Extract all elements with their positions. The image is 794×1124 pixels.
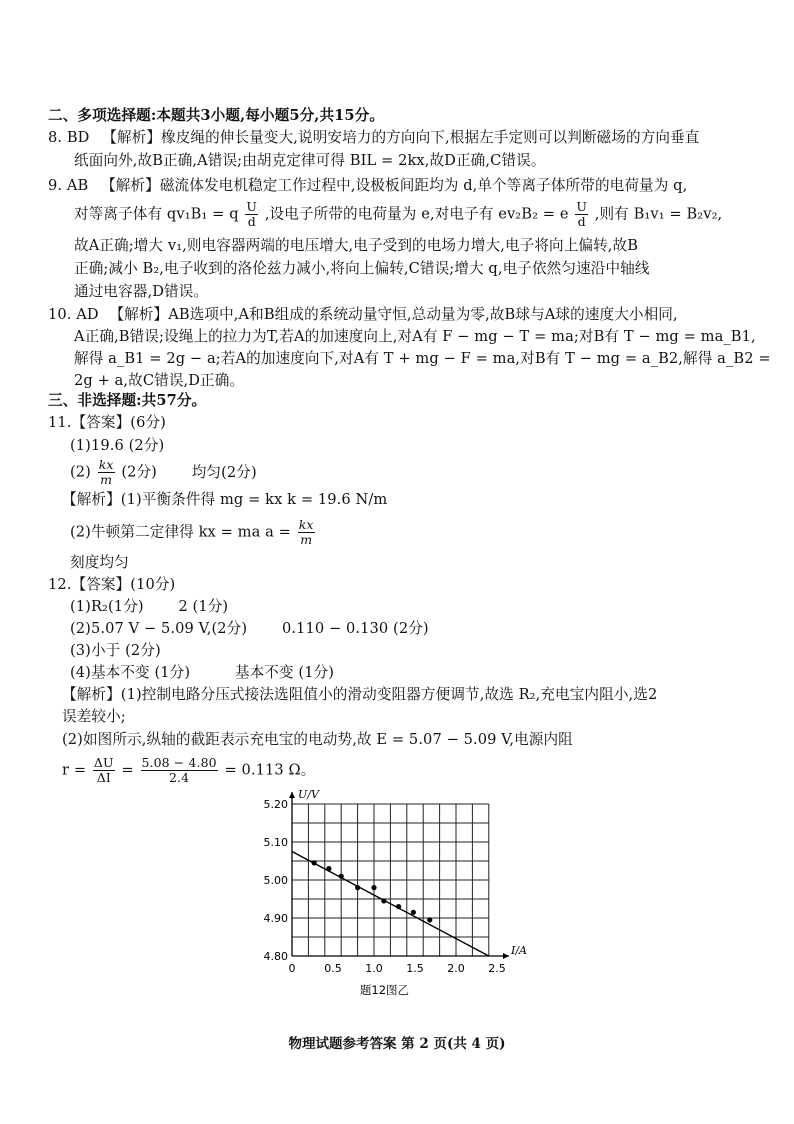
- q11-sol2-frac-num: kx: [298, 517, 314, 532]
- q11-head: 11.【答案】(6分): [48, 414, 166, 431]
- q9-fraction-1: [245, 200, 258, 229]
- y-tick-label: 5.10: [263, 836, 288, 849]
- q11-answer1: (1)19.6 (2分): [70, 437, 165, 454]
- q9-text1: 磁流体发电机稳定工作过程中,设极板间距均为 d,单个等离子体所带的电荷量为 q,: [159, 177, 688, 194]
- data-point: [411, 910, 416, 915]
- q9-line5: 通过电容器,D错误。: [74, 283, 209, 300]
- q12-answer1: [70, 597, 228, 617]
- q9-line2: [74, 200, 722, 229]
- data-point: [312, 860, 317, 865]
- data-point: [396, 904, 401, 909]
- q11-sol2-fraction: [298, 518, 315, 547]
- data-point: [355, 885, 360, 890]
- data-point: [381, 898, 386, 903]
- q9-frac2-den: d: [577, 214, 586, 229]
- y-tick-label: 4.80: [263, 950, 288, 963]
- page-footer: 物理试题参考答案 第 2 页(共 4 页): [288, 1036, 506, 1052]
- q11-a2-b: 均匀(2分): [191, 463, 257, 481]
- q10-line3: 解得 a_B1 = 2g − a;若A的加速度向下,对A有 T + mg − F = ma,对B有 T − mg = a_B2,解得 a_B2 =: [74, 350, 771, 367]
- q11-sol1-text: (1)平衡条件得 mg = kx k = 19.6 N/m: [120, 491, 388, 508]
- q12-a1a: (1)R₂(1分): [70, 598, 144, 615]
- x-tick-label: 0.5: [324, 962, 342, 975]
- q12-answer3: (3)小于 (2分): [70, 642, 161, 659]
- y-axis-arrow-icon: [289, 792, 295, 798]
- q9-line4: 正确;减小 B₂,电子收到的洛伦兹力减小,将向上偏转,C错误;增大 q,电子依然匀速沿中轴线: [74, 260, 650, 277]
- q12-sol1-text: (1)控制电路分压式接法选阻值小的滑动变阻器方便调节,故选 R₂,充电宝内阻小,选2: [120, 686, 658, 703]
- q9-number: 9. AB: [48, 177, 89, 194]
- q11-sol2-pre: (2)牛顿第二定律得 kx = ma a =: [70, 523, 291, 541]
- y-axis-label: U/V: [298, 788, 319, 801]
- q12-solution2: 误差较小;: [62, 708, 126, 725]
- q9-text2c: ,则有 B₁v₁ = B₂v₂,: [594, 205, 723, 223]
- q11-a2-frac-den: m: [100, 472, 113, 487]
- q9-line1: [48, 176, 687, 196]
- x-tick-label: 1.5: [406, 962, 424, 975]
- q9-frac1-num: U: [246, 199, 258, 214]
- q9-frac2-num: U: [576, 199, 587, 214]
- data-point: [371, 885, 376, 890]
- q11-a2-post: (2分): [121, 463, 157, 481]
- x-tick-label: 0: [288, 962, 296, 975]
- x-tick-label: 2.0: [447, 962, 465, 975]
- q12-sol4-eq: =: [121, 761, 134, 779]
- x-tick-label: 2.5: [488, 962, 506, 975]
- q12-frac1-den: ΔI: [96, 770, 111, 785]
- q12-answer4: [70, 663, 334, 683]
- q12-a2a: (2)5.07 V − 5.09 V,(2分): [70, 620, 248, 637]
- q12-frac2-num: 5.08 − 4.80: [141, 755, 217, 770]
- section3-heading: 三、非选择题:共57分。: [48, 392, 207, 409]
- ui-graph: [250, 786, 540, 1016]
- q12-sol4-pre: r =: [62, 761, 87, 779]
- section2-heading: 二、多项选择题:本题共3小题,每小题5分,共15分。: [48, 107, 385, 124]
- data-point: [427, 917, 432, 922]
- q12-solution3: (2)如图所示,纵轴的截距表示充电宝的电动势,故 E = 5.07 − 5.09 V,电源内阻: [62, 731, 573, 748]
- q12-solution1: [62, 685, 657, 705]
- q11-sol2-frac-den: m: [300, 532, 313, 547]
- q8-number: 8. BD: [48, 129, 90, 146]
- q11-answer2: [70, 458, 257, 487]
- q9-text2b: ,设电子所带的电荷量为 e,对电子有 ev₂B₂ = e: [264, 205, 569, 223]
- q12-solution4: [62, 756, 315, 785]
- q12-sol4-post: = 0.113 Ω。: [224, 761, 316, 779]
- x-axis-label: I/A: [511, 944, 527, 957]
- q9-line3: 故A正确;增大 v₁,则电容器两端的电压增大,电子受到的电场力增大,电子将向上偏转,故B: [74, 237, 639, 254]
- q12-fraction-delta: [93, 756, 115, 785]
- q12-a4b: 基本不变 (1分): [234, 664, 335, 681]
- graph-caption: 题12图乙: [359, 983, 410, 997]
- q8-text1: 橡皮绳的伸长量变大,说明安培力的方向向下,根据左手定则可以判断磁场的方向垂直: [161, 129, 700, 146]
- q11-a2-frac-num: kx: [98, 457, 114, 472]
- q11-a2-fraction: [98, 458, 115, 487]
- q12-a1b: 2 (1分): [178, 598, 229, 615]
- y-tick-label: 5.00: [263, 874, 288, 887]
- q9-tag: 【解析】: [101, 177, 160, 194]
- q11-solution3: 刻度均匀: [70, 554, 129, 571]
- q8-tag: 【解析】: [102, 129, 162, 146]
- data-point: [326, 866, 331, 871]
- q9-frac1-den: d: [247, 214, 256, 229]
- q11-sol-tag: 【解析】: [62, 491, 121, 508]
- q12-fraction-values: [141, 756, 218, 785]
- q12-sol-tag: 【解析】: [62, 686, 121, 703]
- q12-a2b: 0.110 − 0.130 (2分): [281, 620, 429, 637]
- y-tick-label: 4.90: [263, 912, 288, 925]
- q11-solution2: [70, 518, 317, 547]
- q11-a2-pre: (2): [70, 463, 91, 481]
- q10-line1: [48, 305, 678, 325]
- q11-solution1: [62, 490, 387, 510]
- q9-fraction-2: [575, 200, 588, 229]
- x-axis-arrow-icon: [503, 953, 509, 959]
- y-tick-label: 5.20: [263, 798, 288, 811]
- q9-text2a: 对等离子体有 qv₁B₁ = q: [74, 205, 239, 223]
- q12-head: 12.【答案】(10分): [48, 576, 176, 593]
- q10-line4: 2g + a,故C错误,D正确。: [74, 372, 245, 389]
- q10-line2: A正确,B错误;设绳上的拉力为T,若A的加速度向上,对A有 F − mg − T = ma;对B有 T − mg = ma_B1,: [74, 328, 756, 345]
- x-tick-label: 1.0: [365, 962, 383, 975]
- q10-tag: 【解析】: [109, 306, 169, 323]
- q8-line2: 纸面向外,故B正确,A错误;由胡克定律可得 BIL = 2kx,故D正确,C错误。: [74, 152, 546, 169]
- q12-answer2: [70, 619, 429, 639]
- q10-number: 10. AD: [48, 306, 99, 323]
- q12-a4a: (4)基本不变 (1分): [70, 664, 191, 681]
- data-point: [339, 874, 344, 879]
- q12-frac1-num: ΔU: [93, 755, 114, 770]
- q8-line1: [48, 128, 700, 148]
- q10-text1: AB选项中,A和B组成的系统动量守恒,总动量为零,故B球与A球的速度大小相同,: [168, 306, 678, 323]
- q12-frac2-den: 2.4: [169, 770, 190, 785]
